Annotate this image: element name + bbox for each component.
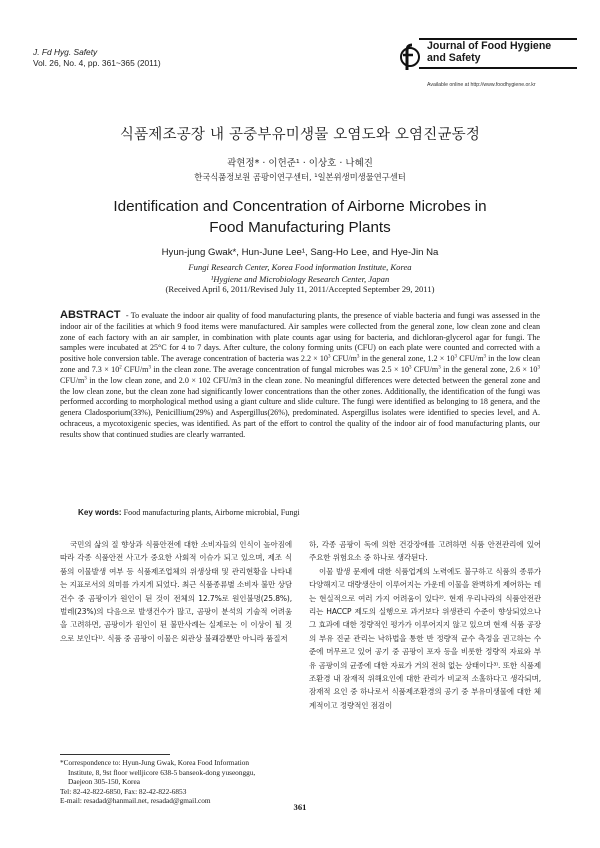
page-number: 361 <box>293 802 307 812</box>
abstract-sup-4: 3 <box>483 354 486 360</box>
english-authors: Hyun-jung Gwak*, Hun-June Lee¹, Sang-Ho Lee, and Hye-Jin Na <box>161 247 439 258</box>
abstract-text-6: CFU/m <box>121 364 149 374</box>
abstract-heading: ABSTRACT <box>60 309 121 321</box>
footnote-line: Tel: 82-42-822-6850, Fax: 82-42-822-6853 <box>60 786 187 796</box>
korean-affiliation: 한국식품정보원 곰팡이연구센터, ¹일본위생미생물연구센터 <box>194 172 406 182</box>
keywords-text: Food manufacturing plants, Airborne microbial, Fungi <box>121 508 300 517</box>
abstract-sup-1: 3 <box>327 354 331 360</box>
journal-logo <box>399 38 579 100</box>
abstract-text-9: in the general zone, 2.6 × 10 <box>440 364 538 374</box>
body-paragraph: 하, 각종 곰팡이 독에 의한 건강장애를 고려하면 식품 안전관리에 있어 주요한 위험요소 중 하나로 생각된다. <box>309 540 541 563</box>
abstract-text-5: in the low clean zone and 7.3 × 10 <box>60 354 540 374</box>
english-title <box>0 196 600 238</box>
abstract-sup-10: 3 <box>84 376 87 382</box>
english-title-line2: Food Manufacturing Plants <box>209 219 391 236</box>
abstract-sup-5: 2 <box>119 365 122 371</box>
english-affiliation <box>0 262 600 285</box>
keywords <box>78 508 548 517</box>
abstract-text-11: in the low clean zone, and 2.0 × 102 CFU/m3 in the clean zone. No meaningful differences were detected between the general zone and the low clean zone, but the clean zone had significantly lower concentrations than the other zones. Additionally, the identification of the fungi was performed according to morphological method using a giant culture and slide culture. The fungi were identified as belonging to 18 genera, and the genera Cladosporium(33%), Penicillium(29%) and Aspergillus(26%), predominated. Aspergillus isolates were identified to species level, and A. ochraceus, a mycotoxigenic species, was identified. As part of the effort to control the quality of the indoor air of food manufacturing plants, our results show that continued studies are clearly warranted. <box>60 375 540 439</box>
abstract-text-10: CFU/m <box>60 375 85 385</box>
body-column-left <box>60 538 292 645</box>
footnote-divider <box>60 754 170 755</box>
abstract-sup-9: 3 <box>537 365 540 371</box>
correspondence-footnote <box>60 758 295 806</box>
abstract-sup-2: 3 <box>356 354 360 360</box>
journal-f-logo-icon <box>399 40 421 74</box>
abstract-sup-3: 3 <box>454 354 458 360</box>
footnote-line: Institute, 8, 9st floor welljicore 638-5 banseok-dong yuseonggu, <box>68 767 256 777</box>
logo-title <box>419 40 577 64</box>
english-affiliation-line1: Fungi Research Center, Korea Food information Institute, Korea <box>188 262 412 272</box>
abstract-text-7: in the clean zone. The average concentration of fungal microbes was 2.5 × 10 <box>150 364 410 374</box>
footnote-line: Daejeon 305-150, Korea <box>68 777 140 787</box>
received-dates: (Received April 6, 2011/Revised July 11, 2011/Accepted September 29, 2011) <box>165 284 435 294</box>
abstract <box>60 310 540 441</box>
body-paragraph: 이물 발생 문제에 대한 식품업계의 노력에도 불구하고 식품의 종류가 다양해지고 대량생산이 이루어지는 가운데 이물을 완벽하게 제어하는 데는 현실적으로 여러 가지 어려움이 있다²⁾. 현재 우리나라의 식품안전관리는 HACCP 제도의 실행으로 과거보다 위생관리 수준이 향상되었으나 그 효과에 대한 정량적인 평가가 이루어지지 않고 있으며 현재 식품 공장의 부유 진균 관리는 낙하법을 통한 반 정량적 균수 측정을 권고하는 수준에 머무르고 있어 공기 중 곰팡이 포자 등을 비롯한 정량적 자료와 부유 곰팡이의 균종에 대한 자료가 거의 전혀 없는 상태이다³⁾. 또한 식품제조환경 내 잠재적 위해요인에 대한 관리가 비교적 소홀하다고 생각되며, 잠재적 요인 중 하나로서 식품제조환경의 공기 중 부유미생물에 대한 체계적이고 정량적인 점검이 <box>309 566 541 710</box>
logo-title-line2: and Safety <box>427 52 481 64</box>
english-title-line1: Identification and Concentration of Airborne Microbes in <box>113 198 487 215</box>
korean-authors: 곽현정* · 이헌준¹ · 이상호 · 나혜진 <box>227 158 373 169</box>
logo-title-line1: Journal of Food Hygiene <box>427 40 552 52</box>
journal-citation <box>33 47 161 69</box>
footnote-line: E-mail: resadad@hanmail.net, resadad@gmail.com <box>60 796 211 806</box>
volume-pages: Vol. 26, No. 4, pp. 361~365 (2011) <box>33 58 161 68</box>
abstract-text-2: CFU/m <box>330 354 357 364</box>
korean-title: 식품제조공장 내 공중부유미생물 오염도와 오염진균동정 <box>119 127 481 143</box>
abstract-text-1: - To evaluate the indoor air quality of food manufacturing plants, the presence of viable bacteria and fungi was assessed in the indoor air of the facilities at which 9 food items were manufactured. Air samples were collected from the general zone, low clean zone and clean zone of each factory with an air sampler, in combination with plate counts agar using for bacteria, and dichloran-glycerol agar for fungi. The samples were incubated at 25°C for 4 to 7 days. After culture, the colony forming units (CFU) on each plate were counted and corrected with a positive hole conversion table. The average concentration of bacteria was 2.2 × 10 <box>60 311 540 364</box>
abstract-sup-6: 3 <box>148 365 151 371</box>
abstract-sup-7: 3 <box>409 365 412 371</box>
abstract-text-3: in the general zone, 1.2 × 10 <box>359 354 455 364</box>
abstract-text-4: CFU/m <box>457 354 484 364</box>
abstract-sup-8: 3 <box>438 365 441 371</box>
keywords-heading: Key words: <box>78 508 122 517</box>
abstract-text-8: CFU/m <box>411 364 439 374</box>
body-paragraph: 국민의 삶의 질 향상과 식품안전에 대한 소비자들의 인식이 높아짐에 따라 각종 식품안전 사고가 중요한 사회적 이슈가 되고 있으며, 제조 식품의 이물발생 여부 등 식품제조업체의 위생상태 및 관리현황을 나타내는 지표로서의 의미를 가지게 되었다. 최근 식품종류별 소비자 불만 상담 건수 중 곰팡이가 원인이 된 것이 전체의 12.7%로 원인불명(25.8%), 벌레(23%)의 다음으로 발생건수가 많고, 곰팡이 분석의 기술적 어려움을 고려하면, 곰팡이가 원인이 된 불만사례는 실제로는 이 이상이 될 것으로 보인다¹⁾. 식품 중 곰팡이 이물은 외관상 불쾌감뿐만 아니라 품질저 <box>60 540 292 643</box>
journal-url: Available online at http://www.foodhygiene.or.kr <box>427 82 536 88</box>
journal-abbrev: J. Fd Hyg. Safety <box>33 47 98 57</box>
english-affiliation-line2: ¹Hygiene and Microbiology Research Center, Japan <box>210 273 390 284</box>
body-column-right <box>309 538 541 712</box>
footnote-line: *Correspondence to: Hyun-Jung Gwak, Korea Food Information <box>60 758 250 767</box>
